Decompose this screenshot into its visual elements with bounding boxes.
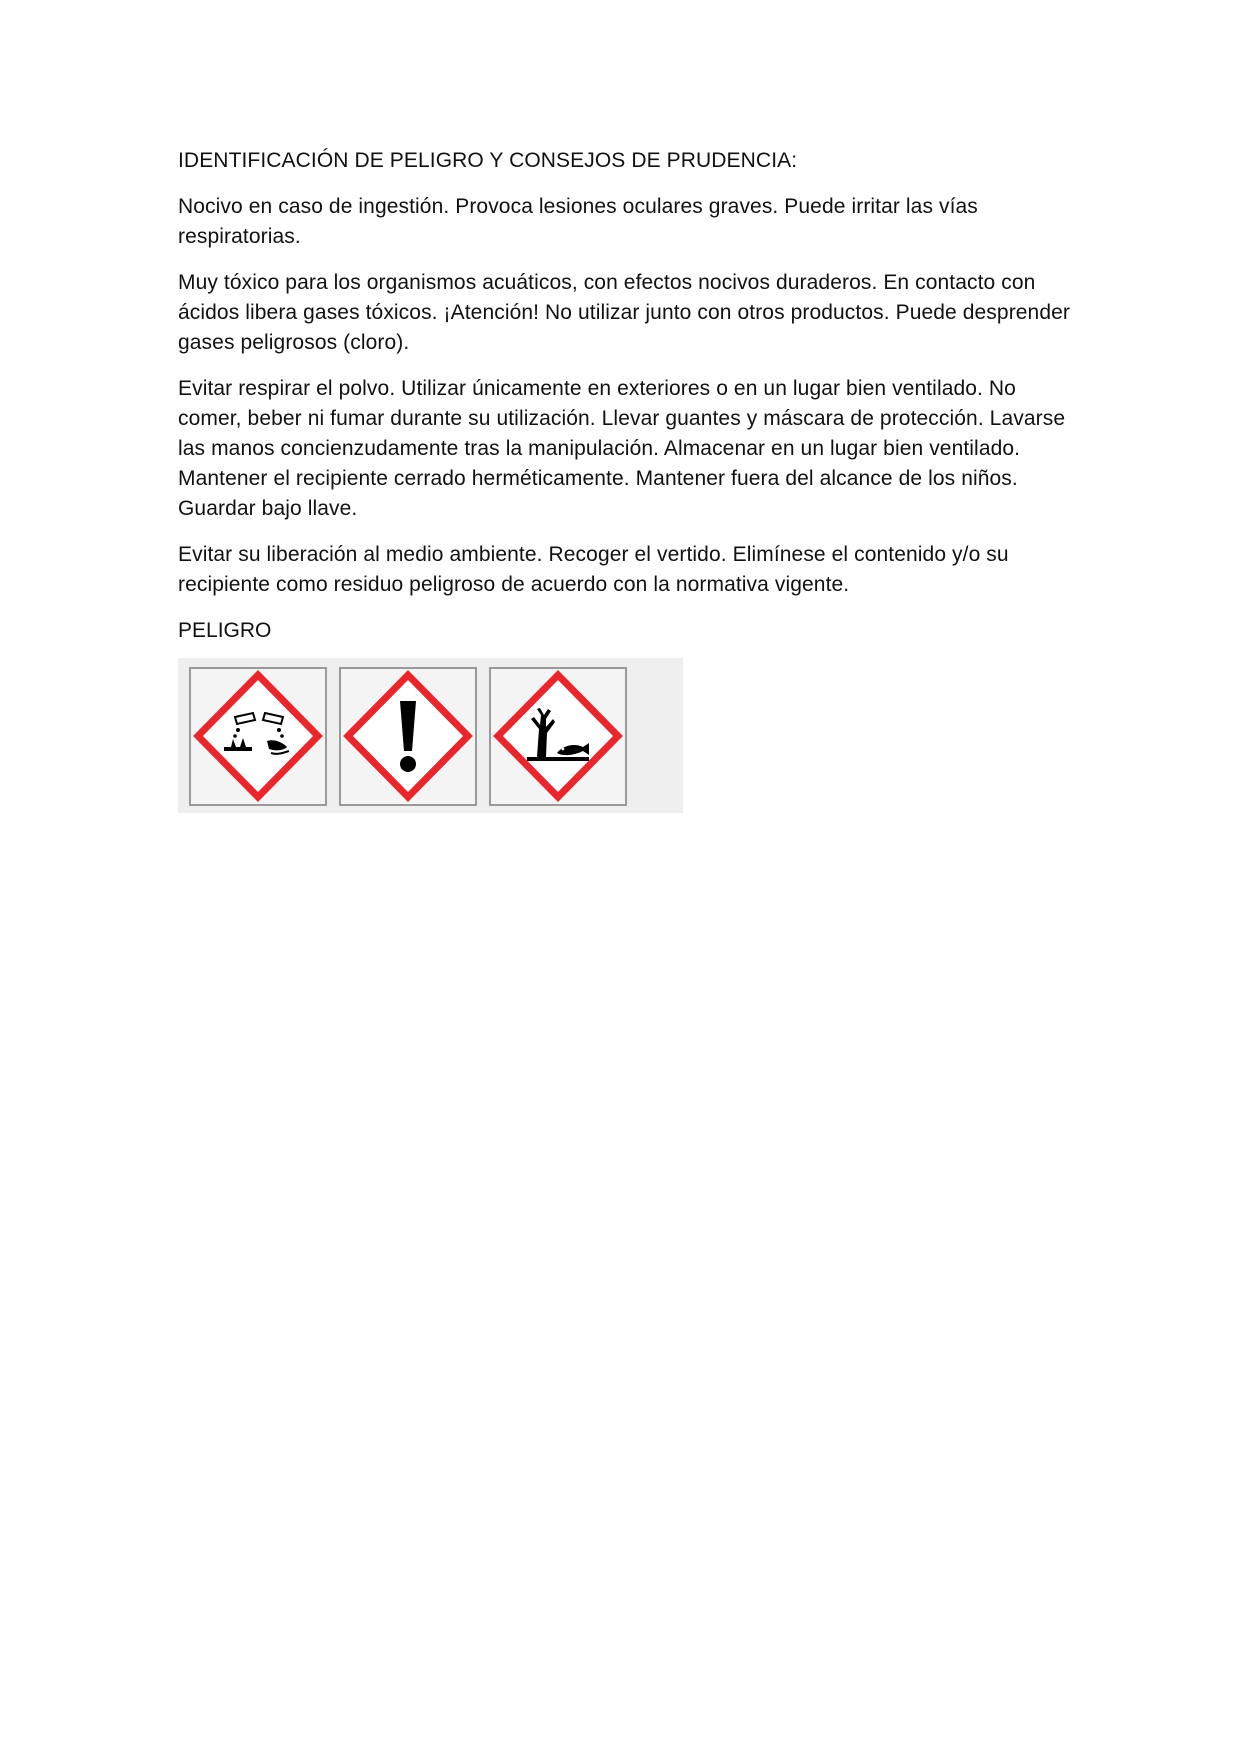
disposal-paragraph: Evitar su liberación al medio ambiente. Recoger el vertido. Elimínese el contenido y/o su recipiente como residuo peligroso de acuerdo con la normativa vigente. (178, 543, 1009, 596)
hazard-paragraph-2: Muy tóxico para los organismos acuáticos, con efectos nocivos duraderos. En contacto con ácidos libera gases tóxicos. ¡Atención! No utilizar junto con otros productos. Puede desprender gases peligrosos (cloro). (178, 271, 1070, 354)
exclamation-mark-pictogram-icon (339, 667, 477, 806)
hazard-paragraph-1: Nocivo en caso de ingestión. Provoca lesiones oculares graves. Puede irritar las vías respiratorias. (178, 195, 978, 248)
environment-pictogram-icon (489, 667, 627, 806)
section-heading: IDENTIFICACIÓN DE PELIGRO Y CONSEJOS DE PRUDENCIA: (178, 149, 798, 172)
ghs-pictogram-strip (178, 658, 683, 813)
corrosion-pictogram-icon (189, 667, 327, 806)
document-page (178, 146, 1078, 813)
signal-word: PELIGRO (178, 619, 272, 642)
precaution-paragraph: Evitar respirar el polvo. Utilizar únicamente en exteriores o en un lugar bien ventilado. No comer, beber ni fumar durante su utilización. Llevar guantes y máscara de protección. Lavarse las manos concienzudamente tras la manipulación. Almacenar en un lugar bien ventilado. Mantener el recipiente cerrado herméticamente. Mantener fuera del alcance de los niños. Guardar bajo llave. (178, 377, 1066, 520)
